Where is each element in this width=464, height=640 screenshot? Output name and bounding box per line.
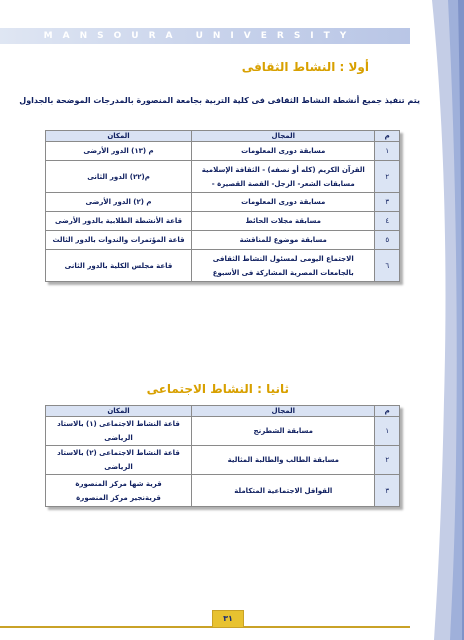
activity-place	[46, 142, 192, 161]
field-text: مسابقة مجلات الحائط	[245, 217, 321, 225]
table-row	[46, 193, 400, 212]
activity-place	[46, 250, 192, 282]
place-text: قاعة الأنشطة الطلابية بالدور الأرضى	[54, 217, 183, 225]
row-number: ١	[375, 417, 400, 446]
activity-field	[192, 193, 375, 212]
field-text: مسابقة دورى المعلومات	[241, 198, 326, 206]
field-text: بالجامعات المصرية المشاركة فى الأسبوع	[212, 268, 354, 277]
activity-field	[192, 250, 375, 282]
row-number: ٣	[375, 475, 400, 507]
footer-line	[0, 626, 410, 628]
col-field-header: المجال	[192, 131, 375, 142]
section2-title: ثانيا : النشاط الاجتماعى	[146, 382, 289, 396]
table-row	[46, 475, 400, 507]
page-number-box	[212, 610, 244, 628]
row-number: ٢	[375, 161, 400, 193]
section1-title: أولا : النشاط الثقافى	[241, 60, 369, 74]
table-row	[46, 417, 400, 446]
place-text: قاعة مجلس الكلية بالدور الثانى	[64, 261, 173, 270]
place-text: قاعة النشاط الاجتماعى (٢) بالاستاد الرياضى	[57, 449, 180, 471]
table-row	[46, 212, 400, 231]
activity-place	[46, 475, 192, 507]
activity-field	[192, 142, 375, 161]
field-text: مسابقات الشعر- الزجل- القصة القصيرة -	[211, 179, 355, 188]
row-number: ٥	[375, 231, 400, 250]
table-row	[46, 161, 400, 193]
activity-place	[46, 212, 192, 231]
field-text: القوافل الاجتماعية المتكاملة	[234, 486, 333, 495]
col-num-header: م	[375, 131, 400, 142]
place-text: م (٢) الدور الأرضى	[85, 198, 152, 206]
field-text: الاجتماع اليومى لمسئول النشاط الثقافى	[212, 254, 354, 263]
row-number: ٢	[375, 446, 400, 475]
field-text: مسابقة موضوع للمناقشة	[239, 236, 327, 244]
table-row	[46, 446, 400, 475]
activity-field	[192, 212, 375, 231]
activity-place	[46, 417, 192, 446]
place-text: قاعة النشاط الاجتماعى (١) بالاستاد الرياضى	[57, 420, 180, 442]
activity-place	[46, 193, 192, 212]
activity-field	[192, 161, 375, 193]
row-number: ٦	[375, 250, 400, 282]
col-place-header: المكان	[46, 406, 192, 417]
activity-place	[46, 161, 192, 193]
table-row	[46, 231, 400, 250]
field-text: مسابقة الشطرنج	[253, 427, 313, 435]
page-number: ٣١	[223, 614, 233, 623]
social-activities-table	[45, 405, 400, 507]
activity-place	[46, 231, 192, 250]
cultural-activities-table	[45, 130, 400, 282]
row-number: ٣	[375, 193, 400, 212]
table-row	[46, 250, 400, 282]
activity-field	[192, 417, 375, 446]
row-number: ١	[375, 142, 400, 161]
place-text: قريةنجير مركز المنصورة	[76, 493, 161, 502]
activity-place	[46, 446, 192, 475]
activity-field	[192, 475, 375, 507]
section1-intro: يتم تنفيذ جميع أنشطة النشاط الثقافى فى كلية التربية بجامعة المنصورة بالمدرجات الموضحة بالجداول	[19, 96, 420, 105]
col-field-header: المجال	[192, 406, 375, 417]
place-text: م(٢٢) الدور الثانى	[87, 172, 150, 181]
university-name: MANSOURA UNIVERSITY	[43, 31, 357, 41]
table-row	[46, 142, 400, 161]
row-number: ٤	[375, 212, 400, 231]
col-num-header: م	[375, 406, 400, 417]
place-text: قرية شها مركز المنصورة	[75, 479, 162, 488]
field-text: مسابقة دورى المعلومات	[241, 147, 326, 155]
place-text: م (١٣) الدور الأرضى	[83, 147, 154, 155]
col-place-header: المكان	[46, 131, 192, 142]
activity-field	[192, 446, 375, 475]
place-text: قاعة المؤتمرات والندوات بالدور الثالث	[52, 236, 185, 244]
activity-field	[192, 231, 375, 250]
field-text: مسابقة الطالب والطالبة المثالية	[227, 456, 339, 464]
field-text: القرآن الكريم (كله أو نصفه) - الثقافة الإسلامية	[201, 165, 365, 174]
